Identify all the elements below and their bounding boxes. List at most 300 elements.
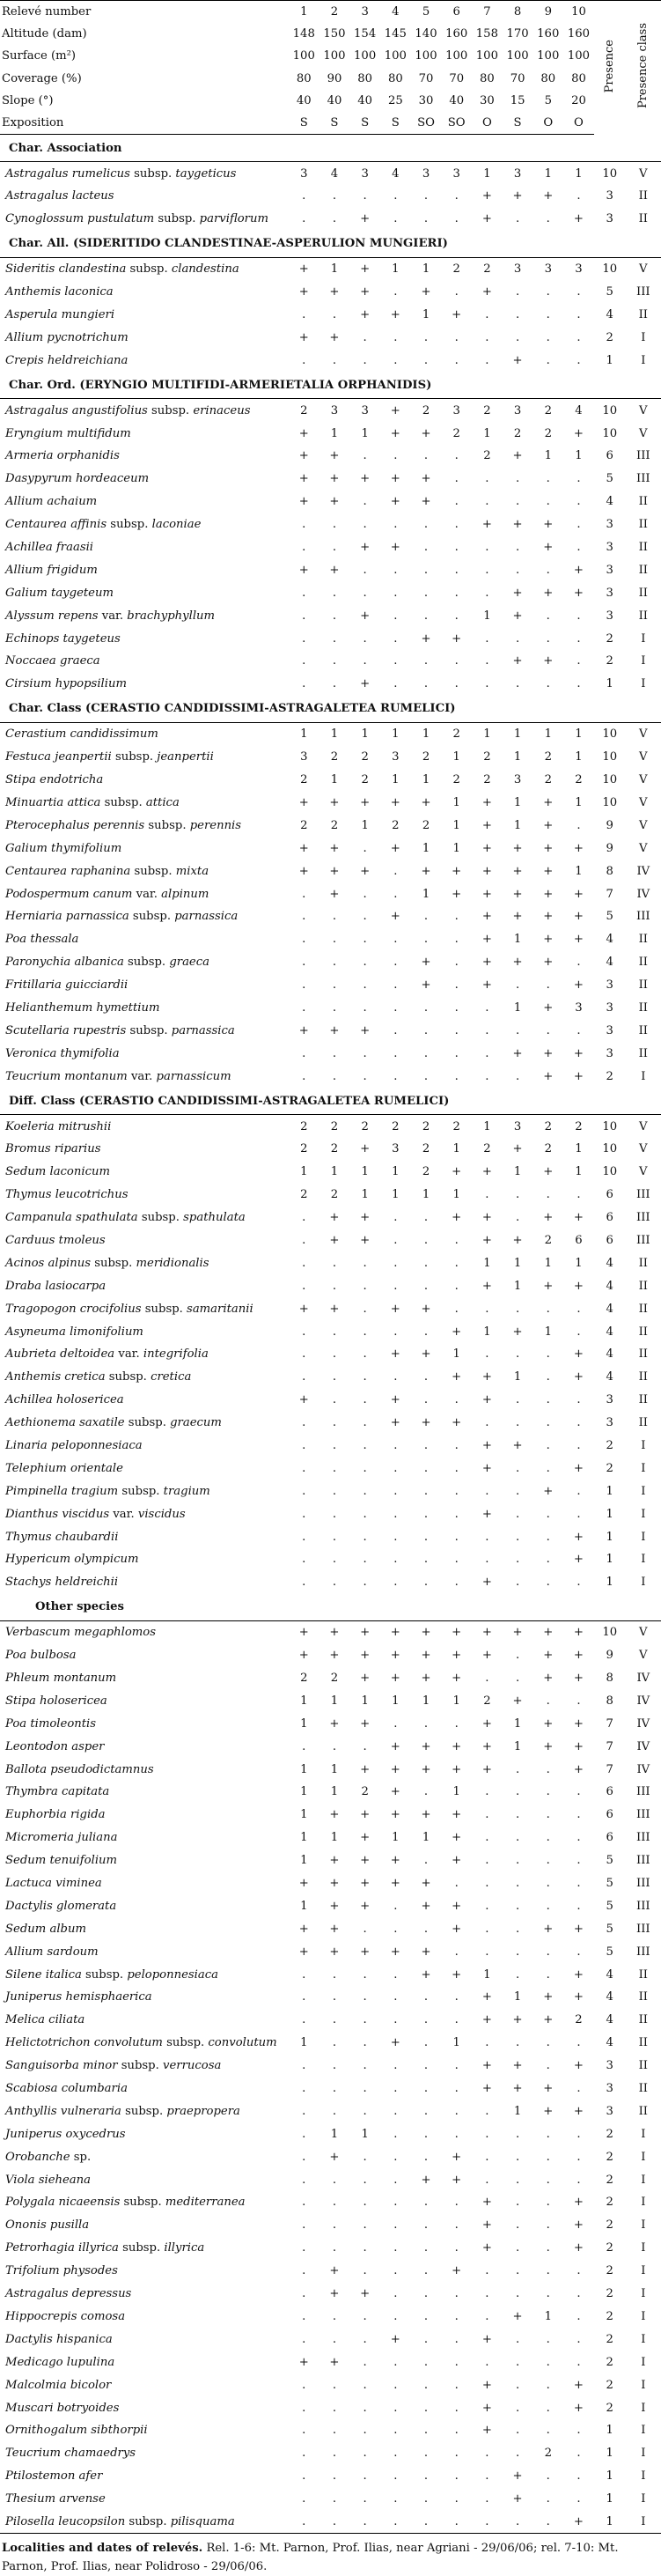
presence-value: 3 — [606, 1416, 613, 1430]
cover-value: . — [454, 449, 459, 463]
taxon-name: erinaceus — [193, 403, 251, 417]
cover-value: + — [452, 1831, 462, 1845]
cover-value: . — [454, 1233, 459, 1247]
cover-value: + — [421, 631, 431, 646]
cover-value: + — [329, 1945, 340, 1959]
cover-value: 1 — [452, 1347, 460, 1362]
presence-class-value: III — [635, 1877, 650, 1891]
taxon-name: viscidus — [137, 1507, 186, 1521]
cover-value: . — [363, 1416, 367, 1430]
cover-value: + — [573, 1990, 584, 2004]
cover-value: . — [577, 2447, 581, 2461]
cover-value: . — [454, 1484, 459, 1498]
cover-value: + — [452, 1626, 462, 1640]
taxon-name: Leontodon asper — [5, 1739, 105, 1753]
presence-class-value: I — [641, 2309, 646, 2323]
cover-value: 1 — [330, 1165, 339, 1179]
header-value: O — [532, 112, 563, 135]
cover-value: . — [363, 2036, 367, 2050]
cover-value: + — [481, 1716, 492, 1731]
cover-value: + — [298, 841, 309, 855]
cover-value: . — [423, 654, 429, 668]
cover-value: 2 — [300, 1119, 308, 1133]
cover-value: . — [393, 1256, 398, 1270]
cover-value: . — [393, 2059, 398, 2073]
cover-value: . — [302, 1461, 306, 1475]
cover-value: + — [573, 933, 584, 947]
species-row — [0, 1917, 661, 1940]
cover-value: . — [546, 1576, 550, 1590]
cover-value: . — [332, 1739, 337, 1753]
cover-value: . — [454, 1393, 459, 1407]
species-row — [0, 1435, 661, 1458]
species-row — [0, 349, 661, 372]
cover-value: + — [481, 978, 492, 993]
cover-value: . — [454, 933, 459, 947]
header-value: S — [503, 112, 533, 135]
cover-value: + — [481, 1393, 492, 1407]
cover-value: . — [423, 1922, 429, 1936]
cover-value: + — [421, 1877, 431, 1891]
cover-value: . — [577, 677, 581, 691]
taxon-name: Teucrium chamaedrys — [5, 2447, 136, 2461]
cover-value: 1 — [392, 1165, 400, 1179]
presence-value: 4 — [606, 1967, 613, 1982]
species-row — [0, 2168, 661, 2191]
cover-value: . — [363, 887, 367, 901]
cover-value: . — [363, 2447, 367, 2461]
cover-value: . — [302, 189, 306, 203]
taxon-name: jeanpertii — [157, 750, 214, 764]
cover-value: . — [515, 1530, 520, 1544]
species-name — [0, 951, 289, 974]
cover-value: + — [543, 1739, 554, 1753]
cover-value: + — [481, 285, 492, 299]
cover-value: 3 — [452, 403, 460, 417]
cover-value: . — [363, 1739, 367, 1753]
cover-value: . — [485, 1023, 489, 1037]
taxon-name: Thesium arvense — [5, 2492, 106, 2506]
cover-value: . — [515, 1211, 520, 1225]
cover-value: . — [423, 1854, 429, 1868]
cover-value: . — [393, 1211, 398, 1225]
cover-value: + — [421, 864, 431, 878]
cover-value: 1 — [392, 727, 400, 742]
cover-value: 2 — [422, 1165, 430, 1179]
cover-value: + — [390, 472, 400, 486]
cover-value: . — [485, 1854, 489, 1868]
cover-value: . — [423, 1370, 429, 1384]
cover-value: . — [485, 631, 489, 646]
cover-value: . — [332, 1576, 337, 1590]
cover-value: 2 — [300, 818, 308, 832]
taxon-name: mediterranea — [165, 2196, 246, 2210]
cover-value: 2 — [483, 1142, 491, 1156]
cover-value: 1 — [544, 449, 552, 463]
cover-value: . — [515, 563, 520, 577]
rank-label: var. — [132, 887, 162, 901]
cover-value: 1 — [483, 1256, 491, 1270]
presence-value: 10 — [602, 262, 618, 277]
taxon-name: Centaurea affinis — [5, 518, 107, 532]
cover-value: + — [360, 1716, 371, 1731]
cover-value: 1 — [544, 1256, 552, 1270]
presence-class-value: III — [635, 285, 650, 299]
cover-value: + — [360, 1023, 371, 1037]
presence-value: 2 — [606, 1461, 613, 1475]
cover-value: . — [423, 2492, 429, 2506]
cover-value: . — [393, 1990, 398, 2004]
cover-value: . — [411, 2511, 442, 2534]
species-name — [0, 882, 289, 905]
footnote — [0, 2534, 659, 2576]
cover-value: . — [454, 1945, 459, 1959]
species-row — [0, 2396, 661, 2419]
cover-value: 1 — [483, 166, 491, 181]
cover-value: . — [546, 563, 550, 577]
presence-class-value: I — [641, 2287, 646, 2301]
cover-value: . — [454, 563, 459, 577]
species-row — [0, 2260, 661, 2283]
cover-value: . — [515, 1069, 520, 1083]
species-name — [0, 468, 289, 491]
cover-value: + — [481, 818, 492, 832]
cover-value: + — [329, 795, 340, 809]
presence-value: 5 — [606, 472, 613, 486]
cover-value: . — [332, 609, 337, 623]
cover-value: . — [302, 1325, 306, 1339]
cover-value: 1 — [452, 1785, 460, 1799]
cover-value: . — [423, 2013, 429, 2027]
cover-value: 1 — [452, 750, 460, 764]
presence-class-value: I — [641, 2355, 646, 2369]
header-value: 5 — [411, 1, 442, 24]
species-row — [0, 2032, 661, 2055]
cover-value: . — [302, 631, 306, 646]
header-value: 154 — [354, 27, 377, 41]
species-row — [0, 1207, 661, 1229]
cover-value: + — [452, 1899, 462, 1913]
cover-value: . — [363, 2355, 367, 2369]
cover-value: + — [512, 1142, 523, 1156]
cover-value: + — [481, 841, 492, 855]
taxon-name: Galium thymifolium — [5, 841, 122, 855]
footnote-text: Rel. 1-6: Mt. Parnon, Prof. Ilias, near Agriani - 29/06/06; rel. 7-10: Mt. Parnon, Prof. Ilias, near Polidroso - 29/06/06. — [2, 2542, 619, 2574]
cover-value: . — [393, 1922, 398, 1936]
presence-class-value: I — [641, 1461, 646, 1475]
cover-value: + — [481, 212, 492, 226]
taxon-name: Festuca jeanpertii — [5, 750, 112, 764]
cover-value: + — [512, 353, 523, 367]
species-name — [0, 2214, 289, 2237]
cover-value: . — [485, 1484, 489, 1498]
cover-value: . — [423, 1530, 429, 1544]
cover-value: . — [577, 2150, 581, 2164]
species-name — [0, 162, 289, 185]
cover-value: + — [390, 841, 400, 855]
taxon-name: Petrorhagia illyrica — [5, 2241, 119, 2255]
taxon-name: Ballota pseudodictamnus — [5, 1762, 154, 1776]
cover-value: + — [543, 541, 554, 555]
cover-value: + — [298, 2355, 309, 2369]
cover-value: 1 — [452, 1694, 460, 1708]
presence-value: 2 — [606, 2264, 613, 2278]
rank-label: subsp. — [141, 1302, 187, 1316]
taxon-name: Koeleria mitrushii — [5, 1119, 112, 1133]
taxon-name: Lactuca viminea — [5, 1877, 102, 1891]
cover-value: + — [543, 2013, 554, 2027]
cover-value: 1 — [513, 795, 522, 809]
taxon-name: Malcolmia bicolor — [5, 2378, 112, 2392]
species-name — [0, 1161, 289, 1184]
cover-value: . — [515, 1302, 520, 1316]
cover-value: . — [577, 308, 581, 322]
presence-value: 6 — [606, 1808, 613, 1822]
cover-value: . — [393, 2401, 398, 2415]
cover-value: 1 — [330, 1831, 339, 1845]
cover-value: . — [515, 2150, 520, 2164]
cover-value: + — [390, 1739, 400, 1753]
cover-value: . — [454, 586, 459, 600]
cover-value: . — [454, 1507, 459, 1521]
cover-value: . — [423, 2309, 429, 2323]
cover-value: . — [515, 330, 520, 344]
cover-value: . — [393, 2264, 398, 2278]
cover-value: . — [423, 1211, 429, 1225]
cover-value: . — [332, 2492, 337, 2506]
cover-value: 4 — [392, 166, 400, 181]
cover-value: . — [485, 1672, 489, 1685]
cover-value: + — [390, 541, 400, 555]
cover-value: . — [546, 2150, 550, 2164]
species-row — [0, 2351, 661, 2373]
taxon-name: Echinops taygeteus — [5, 631, 121, 646]
species-name — [0, 1548, 289, 1571]
species-row — [0, 1161, 661, 1184]
cover-value: + — [360, 541, 371, 555]
cover-value: . — [393, 518, 398, 532]
cover-value: . — [302, 1576, 306, 1590]
cover-value: . — [302, 1000, 306, 1015]
header-value: 100 — [537, 49, 560, 63]
taxon-name: tragium — [163, 1484, 210, 1498]
taxon-name: Aethionema saxatile — [5, 1416, 125, 1430]
presence-class-value: V — [639, 166, 648, 181]
cover-value: . — [289, 2511, 319, 2534]
cover-value: . — [332, 2309, 337, 2323]
cover-value: + — [421, 1672, 431, 1685]
taxon-name: Teucrium montanum — [5, 1069, 128, 1083]
cover-value: . — [546, 1530, 550, 1544]
header-label: Surface (m²) — [2, 49, 77, 63]
cover-value: + — [390, 1854, 400, 1868]
cover-value: . — [577, 495, 581, 509]
cover-value: . — [423, 449, 429, 463]
cover-value: . — [393, 1279, 398, 1293]
cover-value: + — [481, 2424, 492, 2438]
presence-class-value: V — [639, 1626, 648, 1640]
header-value: 5 — [544, 93, 552, 107]
cover-value: . — [393, 1000, 398, 1015]
cover-value: . — [423, 563, 429, 577]
cover-value: + — [298, 563, 309, 577]
cover-value: . — [393, 2218, 398, 2233]
cover-value: . — [363, 978, 367, 993]
cover-value: . — [515, 285, 520, 299]
cover-value: 1 — [300, 1716, 308, 1731]
cover-value: . — [577, 1302, 581, 1316]
cover-value: . — [363, 1325, 367, 1339]
cover-value: + — [360, 262, 371, 277]
rank-label: subsp. — [126, 262, 172, 277]
cover-value: + — [360, 2287, 371, 2301]
species-row — [0, 1457, 661, 1480]
presence-class-value: II — [638, 212, 649, 226]
cover-value: . — [485, 330, 489, 344]
cover-value: . — [302, 1530, 306, 1544]
presence-class-value: IV — [636, 887, 650, 901]
cover-value: + — [573, 1279, 584, 1293]
species-row — [0, 951, 661, 974]
cover-value: . — [393, 1576, 398, 1590]
cover-value: . — [577, 1393, 581, 1407]
cover-value: . — [363, 1393, 367, 1407]
rank-label: subsp. — [129, 910, 175, 924]
presence-class-value: I — [641, 654, 646, 668]
cover-value: + — [360, 308, 371, 322]
cover-value: + — [573, 1626, 584, 1640]
cover-value: . — [332, 1256, 337, 1270]
cover-value: . — [454, 2492, 459, 2506]
species-name — [0, 2122, 289, 2145]
cover-value: . — [349, 2511, 380, 2534]
cover-value: . — [302, 1967, 306, 1982]
cover-value: + — [329, 472, 340, 486]
cover-value: . — [423, 933, 429, 947]
cover-value: . — [363, 2378, 367, 2392]
taxon-name: Galium taygeteum — [5, 586, 114, 600]
cover-value: . — [485, 1046, 489, 1060]
cover-value: . — [546, 1762, 550, 1776]
cover-value: + — [452, 1416, 462, 1430]
taxon-name: Achillea holosericea — [5, 1393, 124, 1407]
presence-value: 5 — [606, 1877, 613, 1891]
species-row — [0, 604, 661, 627]
species-row — [0, 2488, 661, 2511]
species-row — [0, 792, 661, 815]
cover-value: . — [332, 2036, 337, 2050]
cover-value: . — [332, 308, 337, 322]
species-row — [0, 974, 661, 997]
presence-class-value: II — [638, 1967, 649, 1982]
cover-value: . — [454, 1530, 459, 1544]
cover-value: . — [485, 1302, 489, 1316]
cover-value: . — [423, 1507, 429, 1521]
presence-value: 6 — [606, 1831, 613, 1845]
taxon-name: Linaria peloponnesiaca — [5, 1438, 143, 1452]
presence-value: 3 — [606, 563, 613, 577]
cover-value: . — [393, 1716, 398, 1731]
header-value: 7 — [472, 1, 503, 24]
presence-class-value: I — [641, 2424, 646, 2438]
cover-value: . — [363, 1990, 367, 2004]
cover-value: 2 — [452, 1119, 460, 1133]
cover-value: . — [332, 1370, 337, 1384]
taxon-name: Phleum montanum — [5, 1672, 117, 1685]
cover-value: . — [577, 1484, 581, 1498]
species-name — [0, 722, 289, 745]
cover-value: . — [546, 2492, 550, 2506]
cover-value: + — [390, 1302, 400, 1316]
cover-value: . — [454, 2355, 459, 2369]
cover-value: . — [393, 978, 398, 993]
cover-value: . — [577, 1808, 581, 1822]
presence-class-value: IV — [636, 864, 650, 878]
cover-value: 2 — [544, 1233, 552, 1247]
cover-value: . — [454, 2127, 459, 2141]
cover-value: + — [452, 1211, 462, 1225]
presence-class-value: II — [638, 586, 649, 600]
cover-value: 2 — [330, 1142, 339, 1156]
cover-value: 1 — [330, 727, 339, 742]
cover-value: + — [573, 426, 584, 440]
cover-value: . — [363, 2104, 367, 2118]
section-title: Other species — [0, 1594, 661, 1621]
cover-value: . — [423, 1046, 429, 1060]
taxon-name: Achillea fraasii — [5, 541, 94, 555]
presence-class-value: V — [639, 1165, 648, 1179]
cover-value: . — [302, 677, 306, 691]
taxon-name: Minuartia attica — [5, 795, 101, 809]
cover-value: . — [302, 2196, 306, 2210]
cover-value: 1 — [575, 864, 583, 878]
presence-class-value: II — [638, 2013, 649, 2027]
taxon-name: Sanguisorba minor — [5, 2059, 118, 2073]
cover-value: . — [546, 1461, 550, 1475]
cover-value: . — [302, 1507, 306, 1521]
presence-class-value: II — [638, 541, 649, 555]
cover-value: + — [452, 1672, 462, 1685]
cover-value: 1 — [483, 727, 491, 742]
presence-class-value: II — [638, 1256, 649, 1270]
cover-value: . — [302, 2469, 306, 2484]
cover-value: 1 — [361, 727, 369, 742]
header-value: 15 — [510, 93, 525, 107]
cover-value: + — [512, 1626, 523, 1640]
cover-value: . — [454, 2469, 459, 2484]
presence-value: 7 — [606, 1716, 613, 1731]
cover-value: . — [393, 285, 398, 299]
cover-value: 1 — [513, 1256, 522, 1270]
species-name — [0, 2419, 289, 2442]
species-name — [0, 491, 289, 513]
cover-value: . — [546, 2059, 550, 2073]
cover-value: . — [515, 1945, 520, 1959]
cover-value: . — [577, 189, 581, 203]
cover-value: . — [393, 1530, 398, 1544]
cover-value: . — [546, 978, 550, 993]
cover-value: . — [332, 2332, 337, 2346]
species-row — [0, 1042, 661, 1065]
cover-value: . — [515, 1484, 520, 1498]
cover-value: 4 — [330, 166, 339, 181]
header-value: 100 — [384, 49, 407, 63]
cover-value: . — [332, 1347, 337, 1362]
species-name — [0, 1804, 289, 1827]
cover-value: + — [543, 795, 554, 809]
cover-value: . — [577, 2332, 581, 2346]
cover-value: . — [577, 330, 581, 344]
